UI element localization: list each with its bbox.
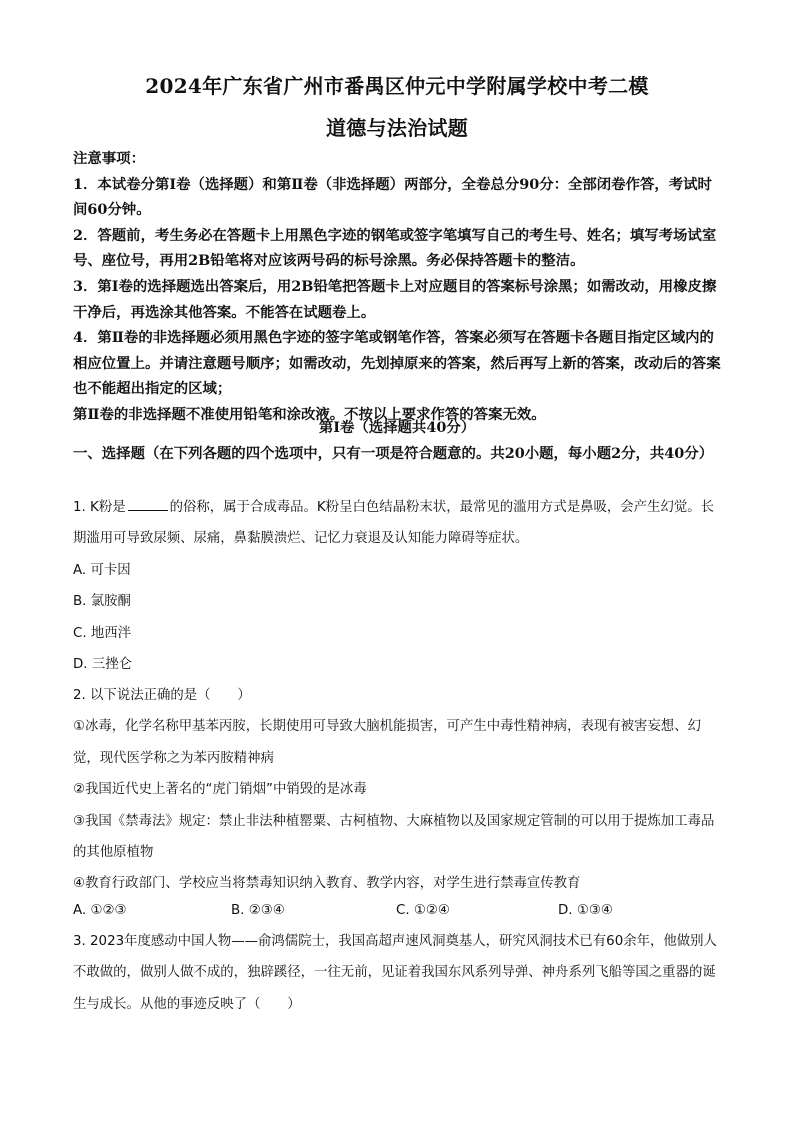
exam-subtitle: 道德与法治试题 xyxy=(325,116,469,140)
question-2-option-b: B. ②③④ xyxy=(231,903,285,918)
question-1-option-c: C. 地西泮 xyxy=(73,625,132,641)
part1-heading: 第Ⅰ卷（选择题共40分） xyxy=(318,419,476,436)
question-2 xyxy=(73,680,723,900)
note-item: 3．第Ⅰ卷的选择题选出答案后，用2B铅笔把答题卡上对应题目的答案标号涂黑；如需改动，用橡皮擦干净后，再选涂其他答案。不能答在试题卷上。 xyxy=(73,277,717,321)
question-2-statement: ②我国近代史上著名的“虎门销烟”中销毁的是冰毒 xyxy=(73,782,367,798)
answer-blank xyxy=(128,496,168,511)
note-item: 第Ⅱ卷的非选择题不准使用铅笔和涂改液。不按以上要求作答的答案无效。 xyxy=(73,405,546,423)
question-2-statement: ③我国《禁毒法》规定：禁止非法种植罂粟、古柯植物、大麻植物以及国家规定管制的可以用于提炼加工毒品的其他原植物 xyxy=(73,813,715,861)
note-item: 2．答题前，考生务必在答题卡上用黑色字迹的钢笔或签字笔填写自己的考生号、姓名；填写考场试室号、座位号，再用2B铅笔将对应该两号码的标号涂黑。务必保持答题卡的整洁。 xyxy=(73,226,717,270)
question-2-stem: 2. 以下说法正确的是（ ） xyxy=(73,688,251,703)
question-1-stem xyxy=(73,492,723,555)
question-2-options xyxy=(73,896,725,926)
question-2-option-c: C. ①②④ xyxy=(396,903,450,918)
exam-title: 2024年广东省广州市番禺区仲元中学附属学校中考二模 xyxy=(145,74,649,98)
notes-section xyxy=(73,146,725,428)
section1-heading: 一、选择题（在下列各题的四个选项中，只有一项是符合题意的。共20小题，每小题2分，共40分） xyxy=(73,445,714,462)
question-1 xyxy=(73,492,723,680)
question-1-stem-start: 1. K粉是 xyxy=(73,500,126,515)
question-3 xyxy=(73,926,723,1020)
question-1-stem-end: 的俗称，属于合成毒品。K粉呈白色结晶粉末状，最常见的滥用方式是鼻吸，会产生幻觉。长期滥用可导致尿频、尿痛，鼻黏膜溃烂、记忆力衰退及认知能力障碍等症状。 xyxy=(73,500,715,547)
question-2-option-d: D. ①③④ xyxy=(558,903,613,918)
question-1-option-b: B. 氯胺酮 xyxy=(73,594,131,610)
question-1-option-a: A. 可卡因 xyxy=(73,562,131,578)
question-2-statement: ①冰毒，化学名称甲基苯丙胺，长期使用可导致大脑机能损害，可产生中毒性精神病，表现有被害妄想、幻觉，现代医学称之为苯丙胺精神病 xyxy=(73,719,701,766)
note-item: 4．第Ⅱ卷的非选择题必须用黑色字迹的签字笔或钢笔作答，答案必须写在答题卡各题目指定区域内的相应位置上。并请注意题号顺序；如需改动，先划掉原来的答案，然后再写上新的答案，改动后的答案也不能超出指定的区域； xyxy=(73,329,721,398)
question-2-option-a: A. ①②③ xyxy=(73,903,127,918)
question-2-statement: ④教育行政部门、学校应当将禁毒知识纳入教育、教学内容，对学生进行禁毒宣传教育 xyxy=(73,876,581,892)
question-3-stem: 3. 2023年度感动中国人物——俞鸿儒院士，我国高超声速风洞奠基人，研究风洞技术已有60余年，他做别人不敢做的，做别人做不成的，独辟蹊径，一往无前，见证着我国东风系列导弹、神舟系列飞船等国之重器的诞生与成长。从他的事迹反映了（ ） xyxy=(73,934,717,1012)
question-1-option-d: D. 三挫仑 xyxy=(73,657,132,673)
notes-heading: 注意事项： xyxy=(73,150,145,167)
note-item: 1．本试卷分第Ⅰ卷（选择题）和第Ⅱ卷（非选择题）两部分，全卷总分90分：全部闭卷作答，考试时间60分钟。 xyxy=(73,175,712,219)
